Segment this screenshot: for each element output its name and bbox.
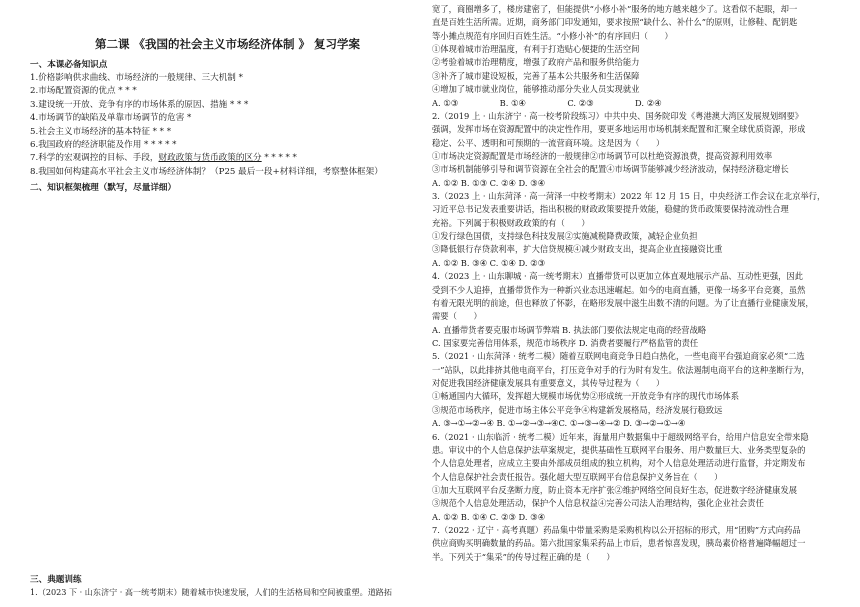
question-line: 供应商购买明确数量的药品。第六批国家集采药品上市后，患者惊喜发现，胰岛素价格普遍降幅超过一: [432, 538, 806, 549]
item-stars: * * * * *: [261, 153, 297, 164]
question-line: 患。审议中的个人信息保护法草案规定，提供基础性互联网平台服务、用户数量巨大、业务类型复杂的: [432, 444, 806, 455]
list-item: [30, 152, 383, 165]
question-line: 稳定、公平、透明和可预期的一流营商环境。这是因为（ ）: [432, 137, 665, 148]
question-line: 对促进我国经济健康发展具有重要意义，其传导过程为（ ）: [432, 378, 665, 389]
list-item: 6.我国政府的经济职能及作用 * * * * *: [30, 140, 177, 151]
question-line: 一”站队，以此排挤其他电商平台，打压竞争对手的行为时有发生。依法遏制电商平台的这种垄断行为，: [432, 364, 810, 375]
question-line: ③规范个人信息处理活动，保护个人信息权益④完善公司法人治理结构，强化企业社会责任: [432, 498, 764, 509]
knowledge-list: [30, 72, 383, 179]
question-line: 个人信息保护社会责任报告。强化超大型互联网平台信息保护义务旨在（ ）: [432, 471, 723, 482]
underlined-text: 财政政策与货币政策的区分: [158, 153, 262, 164]
question-line: ④增加了城市就业岗位，能够推动部分失业人员实现就业: [432, 84, 640, 95]
question-line: ①体现着城市治理温度，有利于打造贴心便捷的生活空间: [432, 44, 640, 55]
question-line: 等小摊点规范有序回归百姓生活。“小修小补”的有序回归（ ）: [432, 30, 673, 41]
question-text: 1.（2023 下 · 山东济宁 · 高一统考期末）随着城市快速发展，人们的生活格局和空间被重塑。道路拓: [30, 587, 392, 597]
question-line: ①加大互联网平台反垄断力度，防止资本无序扩张②维护网络空间良好生态，促进数字经济健康发展: [432, 484, 798, 495]
question-line: 半。下列关于“集采”的传导过程正确的是（ ）: [432, 551, 615, 562]
list-item: 5.社会主义市场经济的基本特征 * * *: [30, 126, 172, 137]
question-line: 个人信息处理者，应成立主要由外部成员组成的独立机构，对个人信息处理活动进行监督，并定期发布: [432, 458, 806, 469]
question-line: 6.（2021 · 山东临沂 · 统考二模）近年来，海量用户数据集中于超级网络平台，给用户信息安全带来隐: [432, 431, 809, 442]
question-line: 4.（2023 上 · 山东聊城 · 高一统考期末）直播带货可以更加立体直观地展示产品、互动性更强，因此: [432, 271, 804, 282]
question-line: A. ①② B. ①③ C. ②④ D. ③④: [432, 177, 546, 188]
right-column: [432, 0, 837, 607]
question-line: 3.（2023 上 · 山东菏泽 · 高一菏泽一中校考期末）2022 年 12 月 15 日，中央经济工作会议在北京举行，: [432, 191, 826, 202]
question-line: ③补齐了城市建设短板，完善了基本公共服务和生活保障: [432, 70, 640, 81]
item-text: 7.科学的宏观调控的目标、手段，: [30, 153, 159, 164]
question-line: ③规范市场秩序，促进市场主体公平竞争④构建新发展格局，经济发展行稳致远: [432, 404, 723, 415]
list-item: 1.价格影响供求曲线、市场经济的一般规律、三大机制 *: [30, 73, 243, 83]
question-line: C. 国家要完善信用体系，规范市场秩序 D. 消费者要履行严格监管的责任: [432, 337, 699, 348]
question-line: ③市场机制能够引导和调节资源在全社会的配置④市场调节能够减少经济波动，保持经济稳定增长: [432, 164, 789, 175]
page-title: 第二课 《我国的社会主义市场经济体制 》 复习学案: [94, 37, 360, 51]
question-line: 宽了，商圈增多了，楼房建密了，但能提供“小修小补”服务的地方越来越少了。这看似不起眼，却一: [432, 4, 798, 14]
section-heading: 三、典题训练: [30, 575, 82, 585]
question-line: 7.（2022 · 辽宁 · 高考真题）药品集中带量采购是采购机构以公开招标的形式，用“团购”方式向药品: [432, 525, 801, 536]
question-line: ①畅通国内大循环，发挥超大规模市场优势②形成统一开放竞争有序的现代市场体系: [432, 391, 739, 402]
question-line: ②考验着城市治理精度，增强了政府产品和服务供给能力: [432, 57, 640, 68]
question-line: A. 直播带货者要克服市场调节弊端 B. 执法部门要依法规定电商的经营战略: [432, 324, 707, 335]
question-line: ①发行绿色国债，支持绿色科技发展②实施减税降费政策，减轻企业负担: [432, 231, 698, 242]
question-list: [432, 3, 825, 564]
list-item: 3.建设统一开放、竞争有序的市场体系的原因、措施 * * *: [30, 99, 249, 110]
list-item: 4.市场调节的缺陷及单靠市场调节的危害 *: [30, 113, 192, 124]
question-line: 充裕。下列属于积极财政政策的有（ ）: [432, 217, 590, 228]
left-column: [30, 0, 425, 607]
question-line: 5.（2021 · 山东菏泽 · 统考二模）随着互联网电商竞争日趋白热化，一些电商平台强迫商家必须“二选: [432, 351, 805, 362]
question-line: 强调，发挥市场在资源配置中的决定性作用，要更多地运用市场机制来配置和汇聚全球优质资源，形成: [432, 124, 806, 135]
section-knowledge-points: [30, 58, 383, 193]
question-line: ①市场决定资源配置是市场经济的一般规律②市场调节可以杜绝资源浪费，提高资源利用效率: [432, 150, 773, 161]
question-line: ③降低银行存贷款利率，扩大信贷规模④减少财政支出，提高企业直接融资比重: [432, 244, 723, 255]
question-line: A. ①③ B. ①④ C. ②③ D. ②④: [432, 97, 662, 108]
section-heading: 二、知识框架梳理（默写，尽量详细）: [30, 183, 177, 194]
question-line: 受到不少人追捧，直播带货作为一种新兴业态迅速崛起。如今的电商直播，更像一场多平台竞赛，虽然: [432, 284, 806, 295]
question-line: A. ③→①→②→④ B. ①→②→③→④C. ①→③→④→② D. ③→②→①→④: [432, 418, 686, 429]
question-line: 有着无限光明的前途，但也释放了怀影，在略形发展中滋生出数不清的问题。为了让直播行业健康发展，: [432, 297, 814, 308]
section-exercises: [30, 573, 392, 599]
list-item: 2.市场配置资源的优点 * * *: [30, 86, 137, 97]
question-line: 需要（ ）: [432, 311, 482, 322]
list-item: 8.我国如何构建高水平社会主义市场经济体制？（P25 最后一段+材料详细，考察整体框架）: [30, 166, 383, 177]
question-line: 2.（2019 上 · 山东济宁 · 高一校考阶段练习）中共中央、国务院印发《粤港澳大湾区发展规划纲要》: [432, 110, 804, 121]
question-line: 直是百姓生活所需。近期，商务部门印发通知，要求按照“缺什么、补什么”的原则，让修鞋、配钥匙: [432, 17, 798, 28]
question-line: 习近平总书记发表重要讲话，指出积极的财政政策要提升效能，稳健的货币政策要保持流动性合理: [432, 204, 789, 215]
section-heading: 一、本课必备知识点: [30, 60, 108, 70]
question-line: A. ①② B. ①④ C. ②③ D. ③④: [432, 511, 546, 522]
question-line: A. ①② B. ③④ C. ①④ D. ②③: [432, 257, 546, 268]
